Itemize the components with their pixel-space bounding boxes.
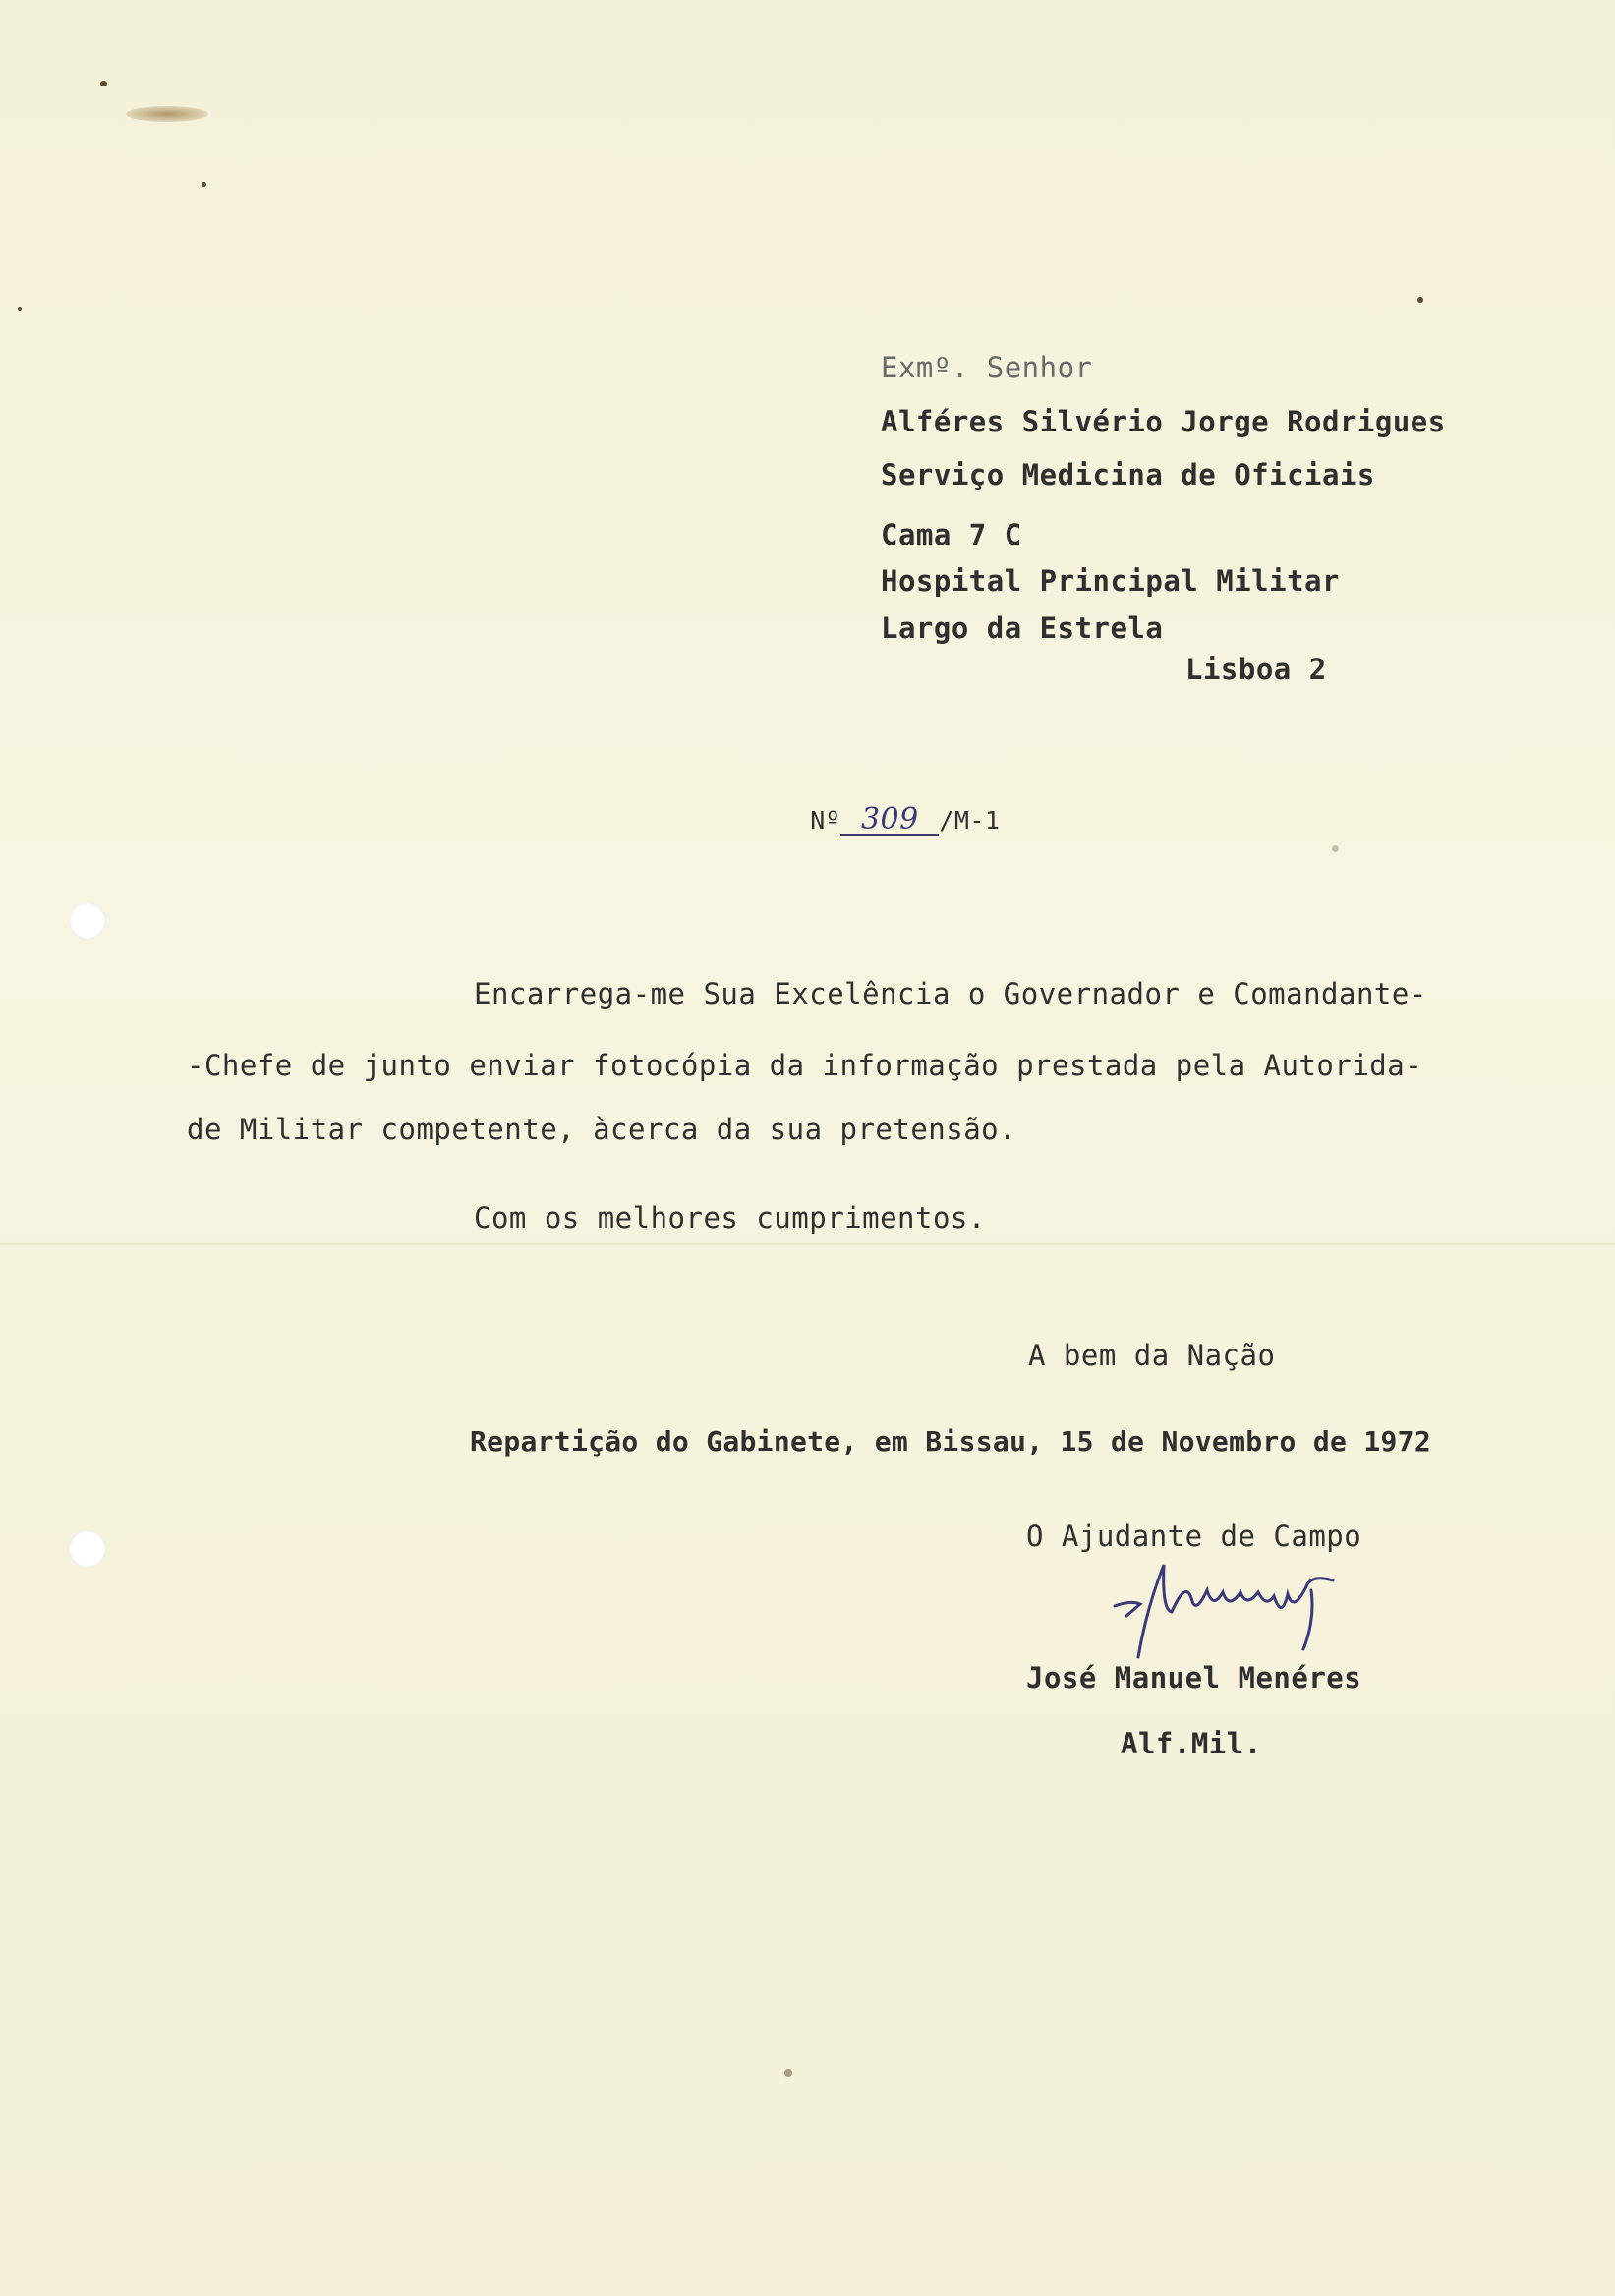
signatory-name: José Manuel Menéres <box>1026 1661 1362 1694</box>
closing-greeting: Com os melhores cumprimentos. <box>474 1201 986 1234</box>
speck <box>18 307 22 311</box>
signatory-title: O Ajudante de Campo <box>1026 1520 1362 1553</box>
addressee-salutation: Exmº. Senhor <box>881 351 1093 384</box>
body-line: Encarrega-me Sua Excelência o Governador e Comandante- <box>474 977 1427 1010</box>
place-and-date: Repartição do Gabinete, em Bissau, 15 de Novembro de 1972 <box>470 1425 1431 1458</box>
punch-hole-top <box>69 902 106 940</box>
body-line: -Chefe de junto enviar fotocópia da informação prestada pela Autorida- <box>187 1049 1423 1082</box>
speck <box>202 182 206 187</box>
rust-stain <box>126 106 208 122</box>
speck <box>1332 845 1339 852</box>
addressee-hospital: Hospital Principal Militar <box>881 564 1340 598</box>
motto: A bem da Nação <box>1028 1339 1276 1372</box>
addressee-bed: Cama 7 C <box>881 518 1022 551</box>
speck <box>1417 297 1423 303</box>
signatory-rank: Alf.Mil. <box>1121 1727 1262 1760</box>
handwritten-signature <box>1101 1551 1415 1669</box>
addressee-street: Largo da Estrela <box>881 611 1164 645</box>
addressee-city: Lisboa 2 <box>1185 653 1327 686</box>
body-line: de Militar competente, àcerca da sua pretensão. <box>187 1113 1017 1146</box>
reference-suffix: /M-1 <box>939 806 1001 834</box>
speck <box>100 81 107 86</box>
speck <box>784 2069 792 2077</box>
punch-hole-bottom <box>69 1530 106 1568</box>
reference-handwritten-number: 309 <box>840 805 939 836</box>
addressee-service: Serviço Medicina de Oficiais <box>881 458 1375 491</box>
addressee-name: Alféres Silvério Jorge Rodrigues <box>881 405 1446 438</box>
reference-number <box>749 771 1001 871</box>
reference-prefix: Nº <box>810 806 841 834</box>
paper-fold <box>0 1243 1615 1245</box>
